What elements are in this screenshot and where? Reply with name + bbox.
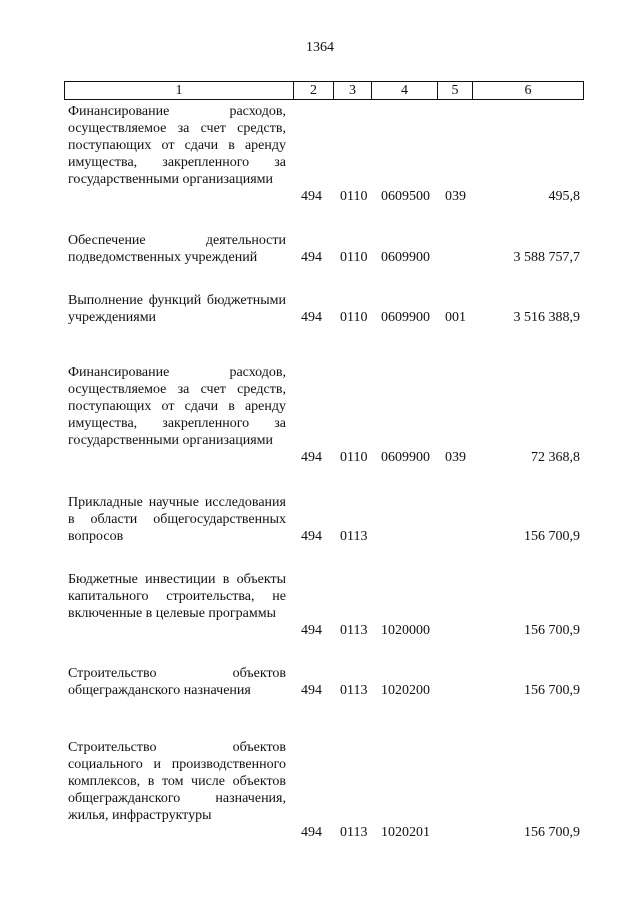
row-col-3: 0110 xyxy=(340,310,368,325)
row-col-2: 494 xyxy=(301,623,322,638)
page-number: 1364 xyxy=(306,40,334,55)
row-col-2: 494 xyxy=(301,529,322,544)
row-col-5: 039 xyxy=(445,450,466,465)
row-col-4: 0609900 xyxy=(381,250,430,265)
header-col-3: 3 xyxy=(334,82,372,99)
row-col-3: 0110 xyxy=(340,250,368,265)
row-col-2: 494 xyxy=(301,825,322,840)
row-col-3: 0110 xyxy=(340,189,368,204)
row-description: Обеспечение деятельности подведомственных учреждений xyxy=(68,233,286,265)
row-col-5: 039 xyxy=(445,189,466,204)
row-description: Прикладные научные исследования в области общегосударственных вопросов xyxy=(68,495,286,544)
row-col-3: 0113 xyxy=(340,623,368,638)
header-col-6: 6 xyxy=(524,83,532,98)
row-col-2: 494 xyxy=(301,250,322,265)
row-col-6: 156 700,9 xyxy=(524,683,580,698)
row-col-3: 0113 xyxy=(340,825,368,840)
row-col-2: 494 xyxy=(301,450,322,465)
row-col-6: 72 368,8 xyxy=(531,450,580,465)
row-col-2: 494 xyxy=(301,189,322,204)
row-col-6: 156 700,9 xyxy=(524,623,580,638)
row-col-5: 001 xyxy=(445,310,466,325)
header-col-2: 2 xyxy=(294,82,334,99)
row-description: Строительство объектов общегражданского назначения xyxy=(68,666,286,698)
row-description: Финансирование расходов, осуществляемое за счет средств, поступающих от сдачи в аренду имущества, закрепленного за государственными организациями xyxy=(68,104,286,187)
row-col-3: 0113 xyxy=(340,683,368,698)
row-col-2: 494 xyxy=(301,310,322,325)
row-description: Строительство объектов социального и производственного комплексов, в том числе объектов общегражданского назначения, жилья, инфраструктуры xyxy=(68,740,286,823)
row-col-6: 3 516 388,9 xyxy=(513,310,580,325)
row-description: Бюджетные инвестиции в объекты капитального строительства, не включенные в целевые программы xyxy=(68,572,286,621)
row-col-6: 495,8 xyxy=(548,189,580,204)
row-col-3: 0113 xyxy=(340,529,368,544)
row-col-4: 1020200 xyxy=(381,683,430,698)
row-col-4: 1020000 xyxy=(381,623,430,638)
row-col-6: 156 700,9 xyxy=(524,825,580,840)
row-col-6: 156 700,9 xyxy=(524,529,580,544)
row-col-4: 0609900 xyxy=(381,450,430,465)
row-description: Финансирование расходов, осуществляемое за счет средств, поступающих от сдачи в аренду имущества, закрепленного за государственными организациями xyxy=(68,365,286,448)
row-description: Выполнение функций бюджетными учреждениями xyxy=(68,293,286,325)
row-col-4: 1020201 xyxy=(381,825,430,840)
header-col-4: 4 xyxy=(372,82,438,99)
header-col-5: 5 xyxy=(438,82,473,99)
table-header xyxy=(64,81,584,100)
header-col-1: 1 xyxy=(65,82,294,99)
row-col-4: 0609500 xyxy=(381,189,430,204)
row-col-3: 0110 xyxy=(340,450,368,465)
row-col-2: 494 xyxy=(301,683,322,698)
row-col-4: 0609900 xyxy=(381,310,430,325)
row-col-6: 3 588 757,7 xyxy=(513,250,580,265)
